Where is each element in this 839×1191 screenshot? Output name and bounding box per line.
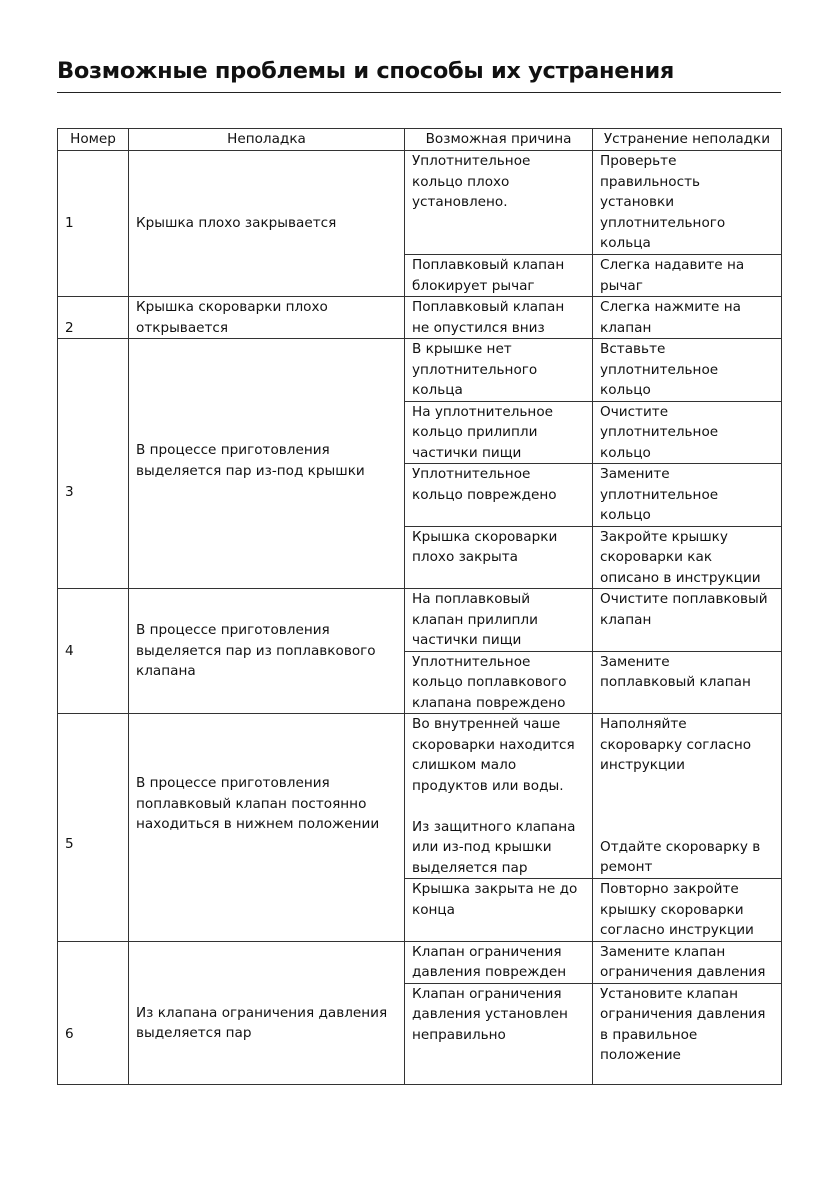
- cause-cell: Уплотнительное кольцо плохо установлено.: [405, 151, 593, 255]
- row-problem: Крышка плохо закрывается: [129, 151, 405, 297]
- title-underline: [57, 92, 781, 93]
- fix-cell: Замените клапан ограничения давления: [593, 941, 782, 983]
- header-number: Номер: [58, 129, 129, 151]
- fix-cell: Вставьте уплотнительное кольцо: [593, 339, 782, 402]
- table-row: [58, 714, 782, 879]
- row-number: 3: [58, 339, 129, 589]
- header-fix: Устранение неполадки: [593, 129, 782, 151]
- fix-cell: Слегка нажмите на клапан: [593, 297, 782, 339]
- cause-cell: В крышке нет уплотнительного кольца: [405, 339, 593, 402]
- row-problem: В процессе приготовления поплавковый клапан постоянно находиться в нижнем положении: [129, 714, 405, 942]
- cause-cell: Уплотнительное кольцо поплавкового клапана повреждено: [405, 651, 593, 714]
- fix-cell: Слегка надавите на рычаг: [593, 255, 782, 297]
- cause-cell: Клапан ограничения давления установлен неправильно: [405, 983, 593, 1084]
- cause-cell: [405, 714, 593, 879]
- fix-cell: Замените уплотнительное кольцо: [593, 464, 782, 527]
- cause-cell: Поплавковый клапан блокирует рычаг: [405, 255, 593, 297]
- row-problem: Из клапана ограничения давления выделяется пар: [129, 941, 405, 1084]
- row-problem: Крышка скороварки плохо открывается: [129, 297, 405, 339]
- row-problem: В процессе приготовления выделяется пар из поплавкового клапана: [129, 589, 405, 714]
- cause-cell: На поплавковый клапан прилипли частички пищи: [405, 589, 593, 652]
- table-row: [58, 339, 782, 402]
- table-header-row: [58, 129, 782, 151]
- cause-cell: Крышка закрыта не до конца: [405, 879, 593, 942]
- cause-cell: Поплавковый клапан не опустился вниз: [405, 297, 593, 339]
- table-row: [58, 151, 782, 255]
- fix-spacer: [600, 776, 774, 837]
- cause-spacer: [412, 796, 585, 817]
- cause-cell: Клапан ограничения давления поврежден: [405, 941, 593, 983]
- header-cause: Возможная причина: [405, 129, 593, 151]
- fix-cell: Закройте крышку скороварки как описано в инструкции: [593, 526, 782, 589]
- row-number: 5: [58, 714, 129, 942]
- fix-cell: Очистите поплавковый клапан: [593, 589, 782, 652]
- page-title: Возможные проблемы и способы их устранения: [57, 58, 675, 84]
- fix-cell: Проверьте правильность установки уплотнительного кольца: [593, 151, 782, 255]
- fix-cell: Повторно закройте крышку скороварки согласно инструкции: [593, 879, 782, 942]
- row-number: 6: [58, 941, 129, 1084]
- table-row: [58, 589, 782, 652]
- row-number: 1: [58, 151, 129, 297]
- troubleshooting-table: [57, 128, 782, 1085]
- cause-cell: На уплотнительное кольцо прилипли частички пищи: [405, 401, 593, 464]
- row-problem: В процессе приготовления выделяется пар из-под крышки: [129, 339, 405, 589]
- cause-text-secondary: Из защитного клапана или из-под крышки выделяется пар: [412, 818, 576, 876]
- table-row: [58, 297, 782, 339]
- row-number: 2: [58, 297, 129, 339]
- row-number: 4: [58, 589, 129, 714]
- fix-text: Наполняйте скороварку согласно инструкции: [600, 716, 752, 773]
- fix-cell: Установите клапан ограничения давления в правильное положение: [593, 983, 782, 1084]
- cause-text: Во внутренней чаше скороварки находится слишком мало продуктов или воды.: [412, 716, 575, 794]
- fix-text-secondary: Отдайте скороварку в ремонт: [600, 838, 761, 875]
- cause-cell: Крышка скороварки плохо закрыта: [405, 526, 593, 589]
- cause-cell: Уплотнительное кольцо повреждено: [405, 464, 593, 527]
- table-row: [58, 941, 782, 983]
- fix-cell: Замените поплавковый клапан: [593, 651, 782, 714]
- header-problem: Неполадка: [129, 129, 405, 151]
- fix-cell: [593, 714, 782, 879]
- fix-cell: Очистите уплотнительное кольцо: [593, 401, 782, 464]
